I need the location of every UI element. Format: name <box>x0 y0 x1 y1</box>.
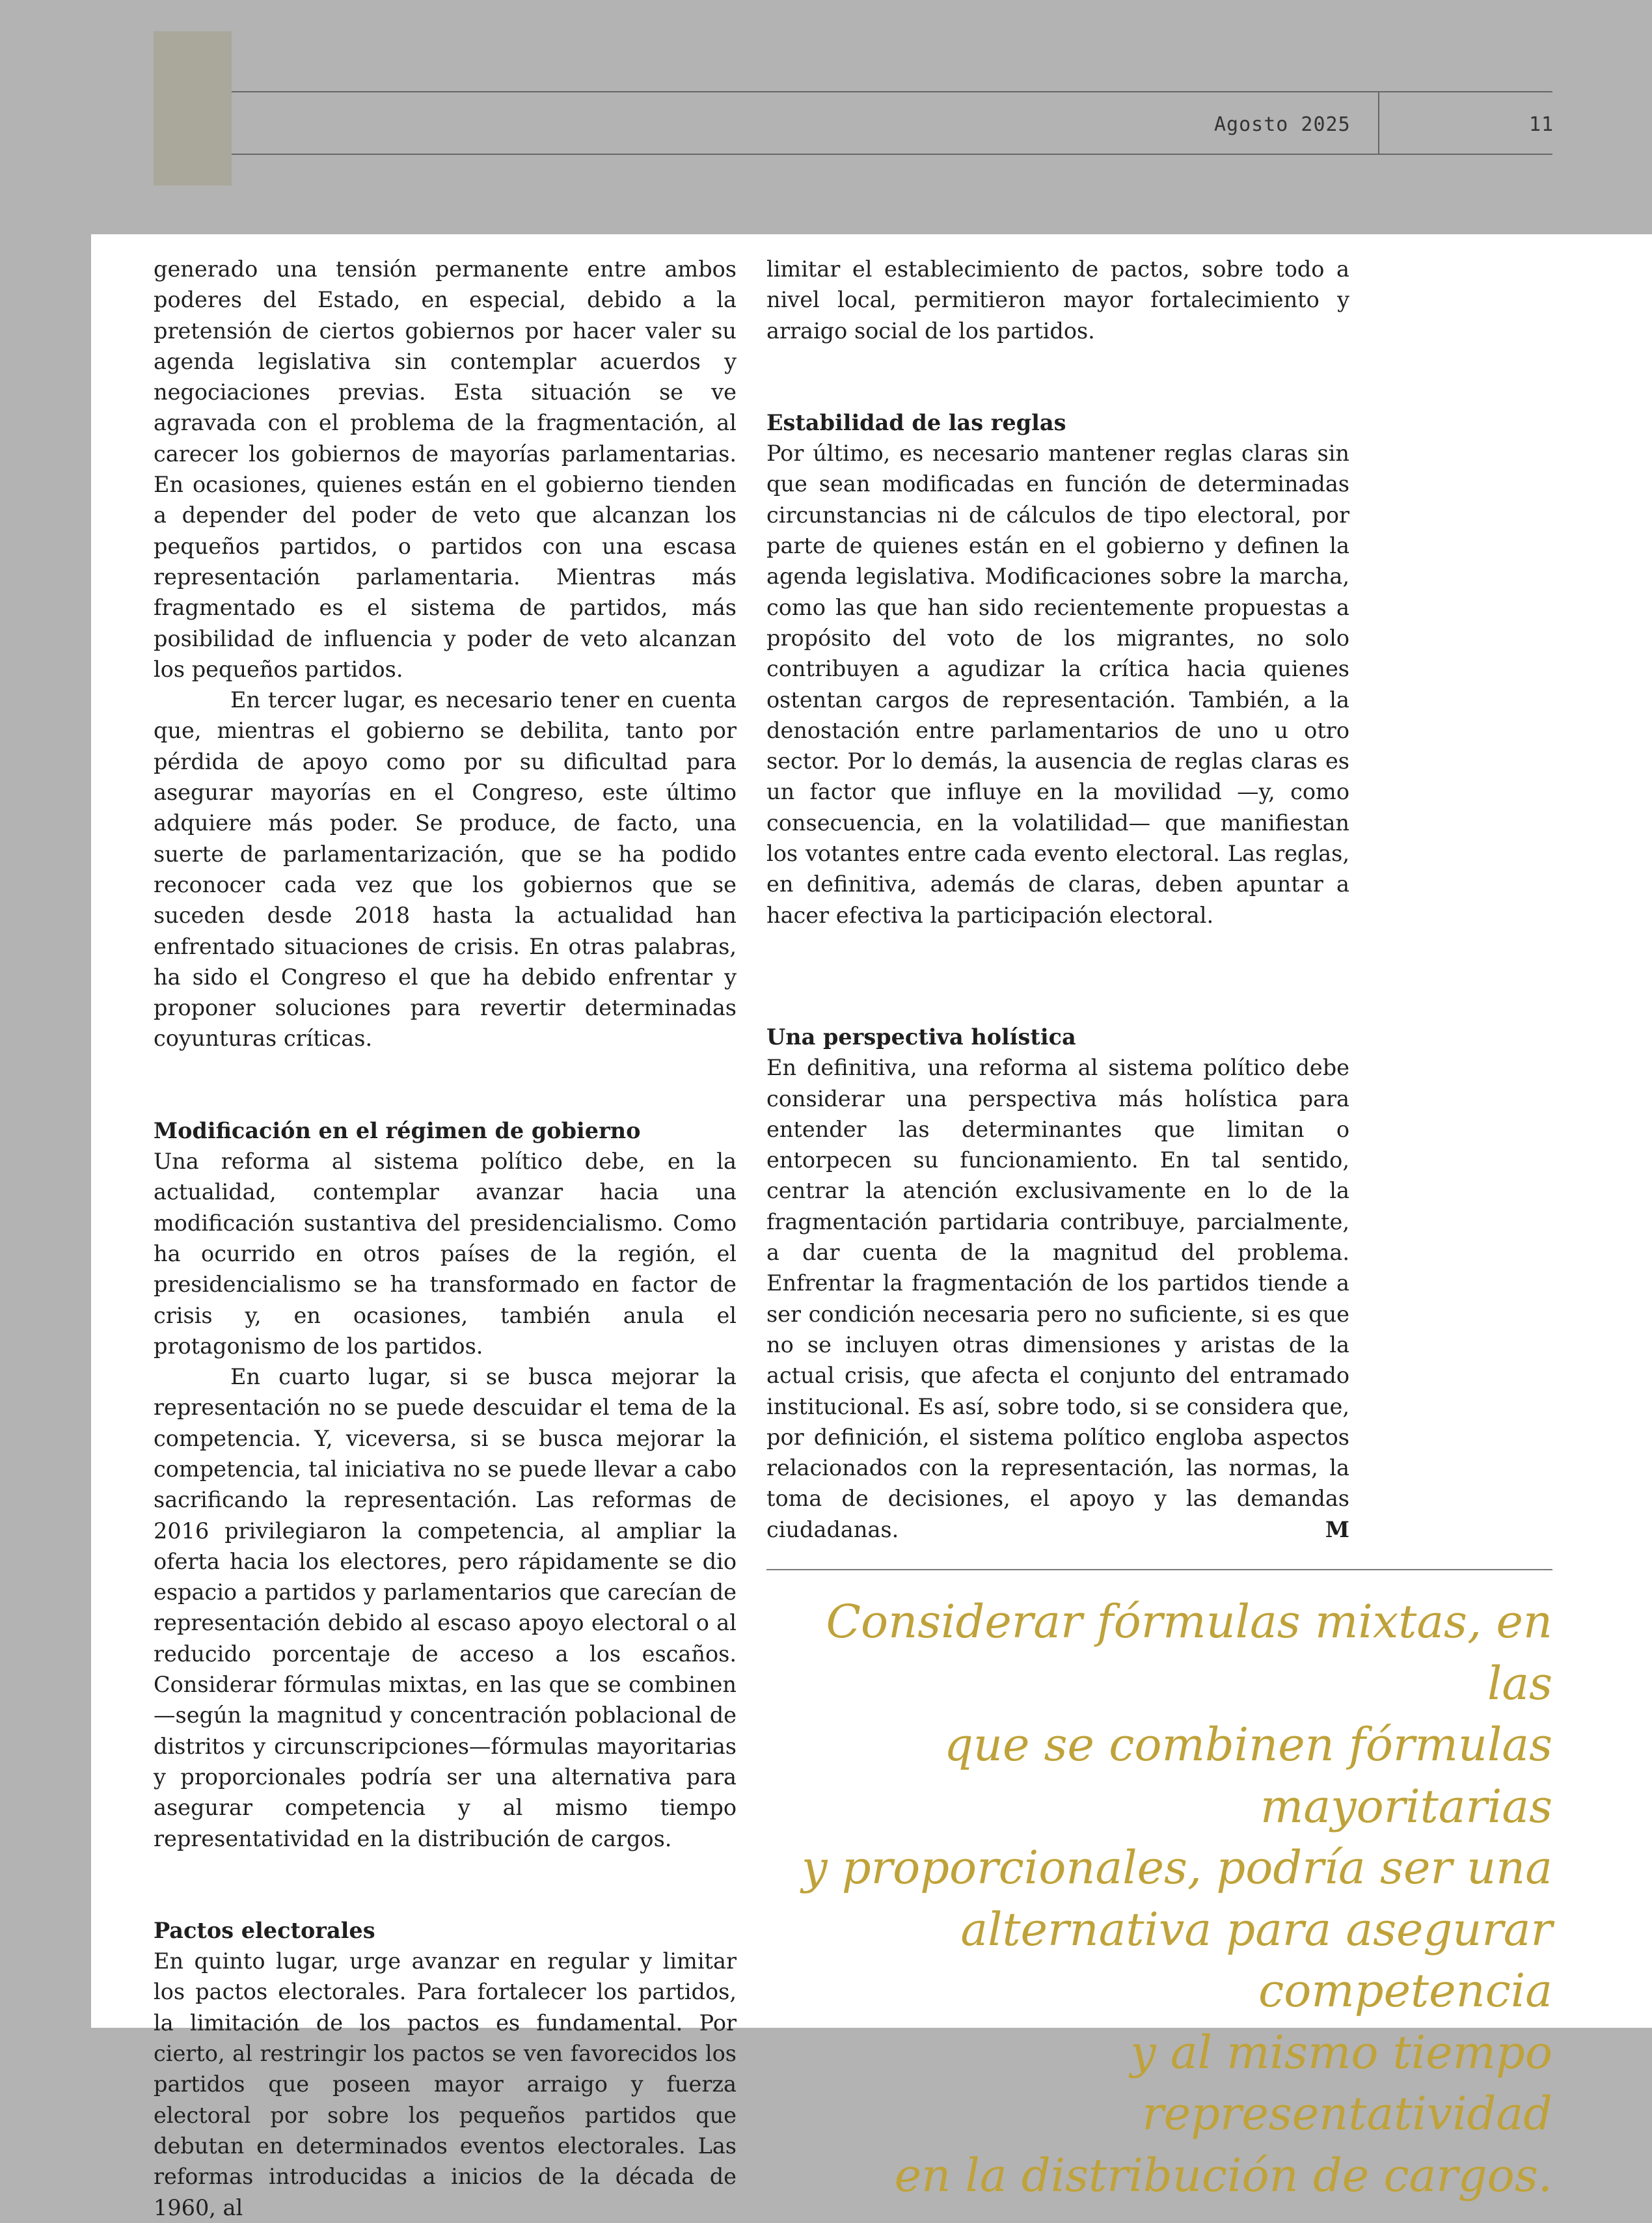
pull-quote <box>748 1591 1552 2206</box>
section-heading: Estabilidad de las reglas <box>766 409 1066 435</box>
issue-date: Agosto 2025 <box>1214 113 1351 136</box>
pull-quote-line: alternativa para asegurar competencia <box>960 1902 1552 2017</box>
right-column <box>766 254 1349 1545</box>
header-bottom-rule <box>232 154 1552 155</box>
paragraph: En quinto lugar, urge avanzar en regular y limitar los pactos electorales. Para fortalecer los partidos, la limitación de los pactos es fundamental. Por cierto, al restringir los pactos se ven favorecidos los partidos que poseen mayor arraigo y fuerza electoral por sobre los pequeños partidos que debutan en determinados eventos electorales. Las reformas introducidas a inicios de la década de 1960, al <box>154 1948 737 2220</box>
paragraph: En cuarto lugar, si se busca mejorar la representación no se puede descuidar el tema de la competencia. Y, viceversa, si se busca mejorar la competencia, tal iniciativa no se puede llevar a cabo sacrificando la representación. Las reformas de 2016 privilegiaron la competencia, al ampliar la oferta hacia los electores, pero rápidamente se dio espacio a partidos y parlamentarios que carecían de representación debido al escaso apoyo electoral o al reducido porcentaje de acceso a los escaños. Considerar fórmulas mixtas, en las que se combinen —según la magnitud y concentración poblacional de distritos y circunscripciones—fórmulas mayoritarias y proporcionales podría ser una alternativa para asegurar competencia y al mismo tiempo representatividad en la distribución de cargos. <box>154 1364 737 1851</box>
paragraph: limitar el establecimiento de pactos, sobre todo a nivel local, permitieron mayor fortalecimiento y arraigo social de los partidos. <box>766 256 1349 344</box>
section-heading: Una perspectiva holística <box>766 1024 1076 1050</box>
pull-quote-rule <box>766 1569 1552 1570</box>
paragraph: En tercer lugar, es necesario tener en cuenta que, mientras el gobierno se debilita, tanto por pérdida de apoyo como por su dificultad para asegurar mayorías en el Congreso, este último adquiere más poder. Se produce, de facto, una suerte de parlamentarización, que se ha podido reconocer cada vez que los gobiernos que se suceden desde 2018 hasta la actualidad han enfrentado situaciones de crisis. En otras palabras, ha sido el Congreso el que ha debido enfrentar y proponer soluciones para revertir determinadas coyunturas críticas. <box>154 687 737 1052</box>
left-column <box>154 254 737 2223</box>
end-of-article-mark: M <box>1325 1516 1349 1542</box>
section-tab-swatch <box>154 31 232 185</box>
pull-quote-line: y al mismo tiempo representatividad <box>1130 2025 1552 2140</box>
pull-quote-line: que se combinen fórmulas mayoritarias <box>944 1718 1552 1833</box>
paragraph-text: En definitiva, una reforma al sistema político debe considerar una perspectiva más holística para entender las determinantes que limitan o entorpecen su funcionamiento. En tal sentido, centrar la atención exclusivamente en lo de la fragmentación partidaria contribuye, parcialmente, a dar cuenta de la magnitud del problema. Enfrentar la fragmentación de los partidos tiende a ser condición necesaria pero no suficiente, si es que no se incluyen otras dimensiones y aristas de la actual crisis, que afecta el conjunto del entramado institucional. Es así, sobre todo, si se considera que, por definición, el sistema político engloba aspectos relacionados con la representación, las normas, la toma de decisiones, el apoyo y las demandas ciudadanas. <box>766 1055 1349 1542</box>
header-top-rule <box>232 91 1552 92</box>
section-heading: Modificación en el régimen de gobierno <box>154 1117 641 1143</box>
paragraph: Una reforma al sistema político debe, en la actualidad, contemplar avanzar hacia una modificación sustantiva del presidencialismo. Como ha ocurrido en otros países de la región, el presidencialismo se ha transformado en factor de crisis y, en ocasiones, también anula el protagonismo de los partidos. <box>154 1149 737 1359</box>
header-divider <box>1378 91 1379 155</box>
pull-quote-line: Considerar fórmulas mixtas, en las <box>826 1595 1552 1710</box>
pull-quote-line: en la distribución de cargos. <box>894 2148 1552 2202</box>
section-heading: Pactos electorales <box>154 1917 375 1943</box>
paragraph: generado una tensión permanente entre ambos poderes del Estado, en especial, debido a la pretensión de ciertos gobiernos por hacer valer su agenda legislativa sin contemplar acuerdos y negociaciones previas. Esta situación se ve agravada con el problema de la fragmentación, al carecer los gobiernos de mayorías parlamentarias. En ocasiones, quienes están en el gobierno tienden a depender del poder de veto que alcanzan los pequeños partidos, o partidos con una escasa representación parlamentaria. Mientras más fragmentado es el sistema de partidos, más posibilidad de influencia y poder de veto alcanzan los pequeños partidos. <box>154 256 737 682</box>
paragraph: Por último, es necesario mantener reglas claras sin que sean modificadas en función de determinadas circunstancias ni de cálculos de tipo electoral, por parte de quienes están en el gobierno y definen la agenda legislativa. Modificaciones sobre la marcha, como las que han sido recientemente propuestas a propósito del voto de los migrantes, no solo contribuyen a agudizar la crítica hacia quienes ostentan cargos de representación. También, a la denostación entre parlamentarios de uno u otro sector. Por lo demás, la ausencia de reglas claras es un factor que influye en la movilidad —y, como consecuencia, en la volatilidad— que manifiestan los votantes entre cada evento electoral. Las reglas, en definitiva, además de claras, deben apuntar a hacer efectiva la participación electoral. <box>766 441 1349 928</box>
page-number: 11 <box>1529 113 1554 136</box>
paragraph <box>766 1052 1349 1545</box>
pull-quote-line: y proporcionales, podría ser una <box>802 1841 1552 1894</box>
